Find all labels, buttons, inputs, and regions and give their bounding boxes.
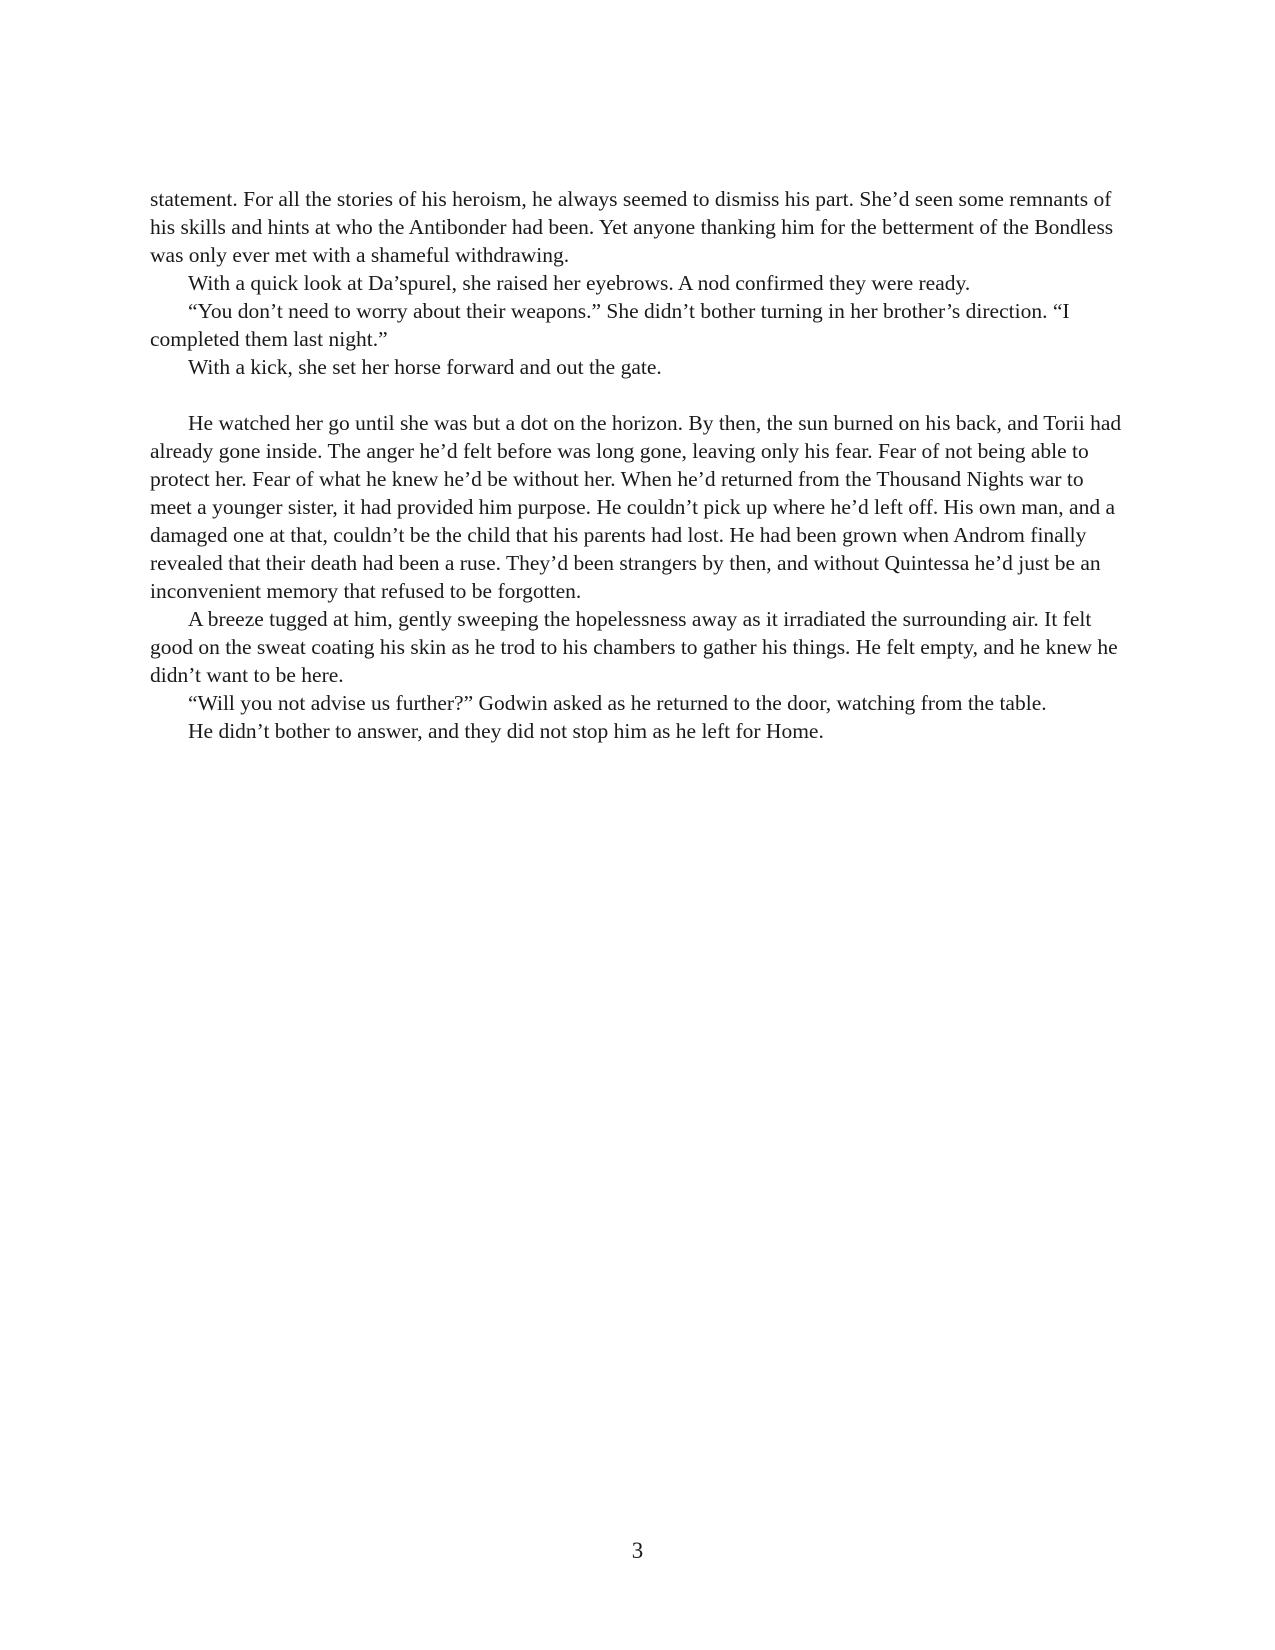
paragraph: A breeze tugged at him, gently sweeping the hopelessness away as it irradiated the surrounding air. It felt good on the sweat coating his skin as he trod to his chambers to gather his things. He felt empty, and he knew he didn’t want to be here.	[150, 607, 1118, 687]
paragraph: statement. For all the stories of his heroism, he always seemed to dismiss his part. She’d seen some remnants of his skills and hints at who the Antibonder had been. Yet anyone thanking him for the betterment of the Bondless was only ever met with a shameful withdrawing.	[150, 187, 1114, 267]
page-number: 3	[631, 1538, 644, 1563]
paragraph: “You don’t need to worry about their weapons.” She didn’t bother turning in her brother’s direction. “I completed them last night.”	[150, 299, 1070, 351]
paragraph: “Will you not advise us further?” Godwin asked as he returned to the door, watching from the table.	[188, 691, 1047, 715]
paragraph: With a kick, she set her horse forward and out the gate.	[188, 355, 662, 379]
paragraph: With a quick look at Da’spurel, she raised her eyebrows. A nod confirmed they were ready.	[188, 271, 971, 295]
body-text	[150, 185, 1125, 745]
scene-break	[150, 381, 1125, 409]
paragraph: He didn’t bother to answer, and they did not stop him as he left for Home.	[188, 719, 824, 743]
paragraph: He watched her go until she was but a dot on the horizon. By then, the sun burned on his back, and Torii had already gone inside. The anger he’d felt before was long gone, leaving only his fear. Fear of not being able to protect her. Fear of what he knew he’d be without her. When he’d returned from the Thousand Nights war to meet a younger sister, it had provided him purpose. He couldn’t pick up where he’d left off. His own man, and a damaged one at that, couldn’t be the child that his parents had lost. He had been grown when Androm finally revealed that their death had been a ruse. They’d been strangers by then, and without Quintessa he’d just be an inconvenient memory that refused to be forgotten.	[150, 411, 1122, 603]
